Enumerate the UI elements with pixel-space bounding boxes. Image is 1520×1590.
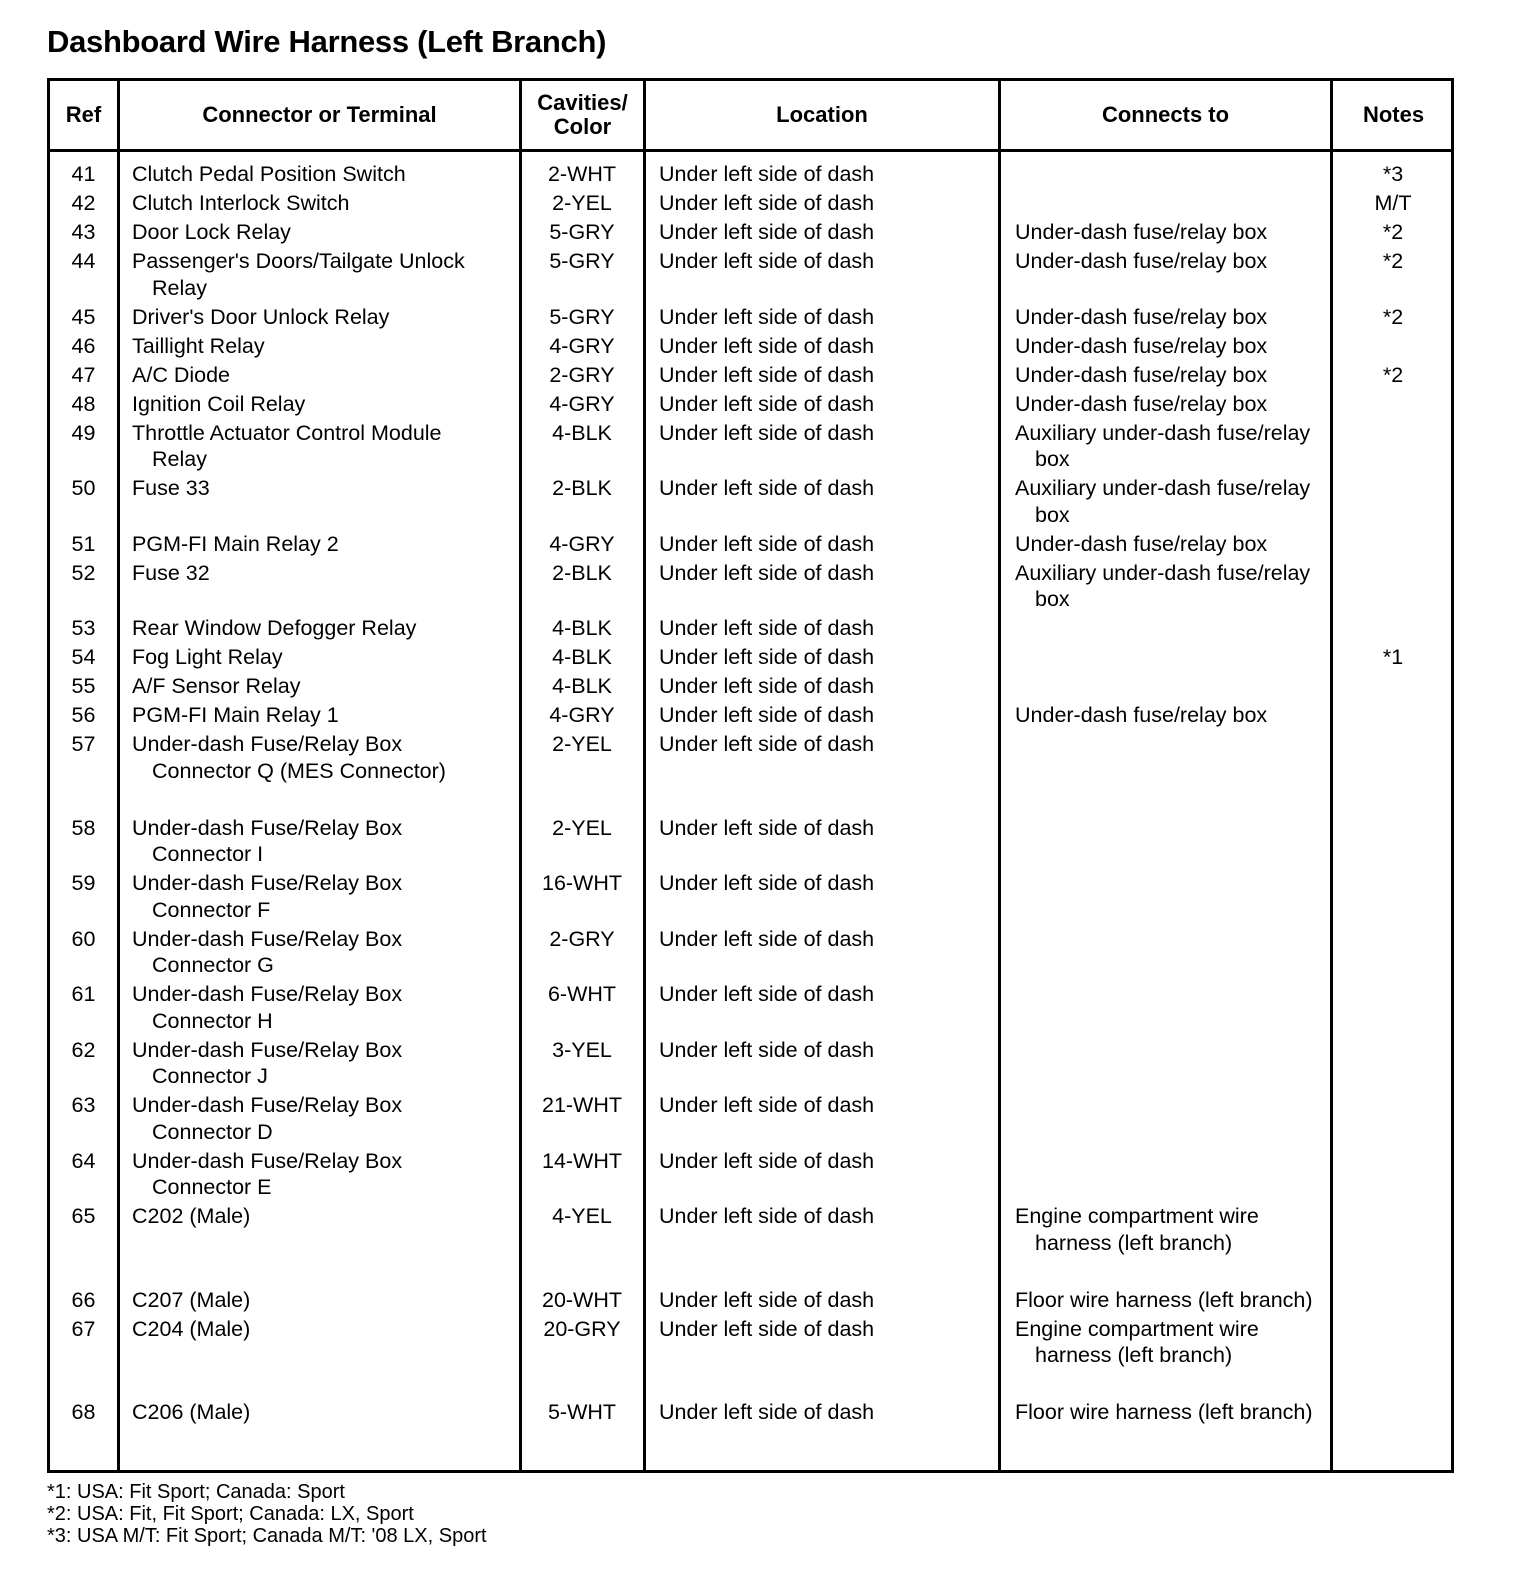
connector-cell-line: Door Lock Relay	[132, 220, 291, 244]
connector-cell	[132, 615, 517, 642]
connector-cell	[132, 702, 517, 729]
cavities-cell: 2-WHT	[547, 162, 617, 186]
connector-cell-line: Taillight Relay	[132, 333, 265, 358]
connector-cell-line: C202 (Male)	[132, 1204, 251, 1228]
connects-to-cell-line: Under-dash fuse/relay box	[1015, 391, 1268, 416]
table-row	[50, 475, 1451, 531]
location-cell: Under left side of dash	[659, 1204, 875, 1228]
connector-cell	[132, 190, 517, 217]
connects-to-cell-line: Auxiliary under-dash fuse/relay	[1015, 420, 1311, 445]
connector-cell-line: Relay	[152, 275, 207, 300]
ref-cell: 42	[71, 191, 96, 215]
ref-cell: 41	[71, 162, 96, 186]
table-row	[50, 815, 1451, 871]
connector-cell	[132, 1203, 517, 1230]
connects-to-cell-line: Engine compartment wire	[1015, 1204, 1259, 1228]
cavities-cell: 2-GRY	[549, 362, 615, 387]
ref-cell: 51	[71, 531, 96, 556]
cavities-cell: 5-GRY	[549, 220, 615, 244]
footnote-1: *1: USA: Fit Sport; Canada: Sport	[47, 1481, 345, 1503]
footnote-2: *2: USA: Fit, Fit Sport; Canada: LX, Sport	[47, 1503, 414, 1525]
connector-cell-line: Passenger's Doors/Tailgate Unlock	[132, 249, 465, 273]
location-cell: Under left side of dash	[659, 926, 875, 951]
connects-to-cell	[1015, 475, 1335, 528]
connector-cell-line: Connector D	[152, 1119, 273, 1144]
location-cell: Under left side of dash	[659, 476, 875, 500]
ref-cell: 68	[71, 1400, 96, 1424]
cavities-cell: 4-BLK	[552, 420, 612, 445]
connector-cell-line: Rear Window Defogger Relay	[132, 616, 417, 640]
table-body	[50, 161, 1451, 1428]
table-row	[50, 870, 1451, 926]
notes-cell: M/T	[1374, 191, 1412, 215]
connects-to-cell-line: box	[1035, 502, 1070, 527]
connector-cell	[132, 731, 517, 784]
location-cell: Under left side of dash	[659, 616, 875, 640]
cavities-cell: 4-GRY	[549, 703, 615, 727]
connector-cell-line: Connector F	[152, 897, 271, 922]
table-row	[50, 362, 1451, 391]
connects-to-cell-line: Under-dash fuse/relay box	[1015, 220, 1268, 244]
notes-cell: *2	[1382, 362, 1404, 387]
connector-cell	[132, 161, 517, 188]
location-cell: Under left side of dash	[659, 362, 875, 387]
connects-to-cell-line: Engine compartment wire	[1015, 1316, 1259, 1341]
connector-cell-line: PGM-FI Main Relay 1	[132, 703, 339, 727]
table-row	[50, 644, 1451, 673]
connects-to-cell	[1015, 420, 1335, 473]
table-row	[50, 248, 1451, 304]
ref-cell: 63	[71, 1093, 96, 1117]
cavities-cell: 4-GRY	[549, 333, 615, 358]
location-cell: Under left side of dash	[659, 1287, 875, 1312]
connector-cell	[132, 981, 517, 1034]
location-cell: Under left side of dash	[659, 249, 875, 273]
ref-cell: 58	[71, 815, 96, 840]
connector-cell-line: C204 (Male)	[132, 1316, 251, 1341]
cavities-cell: 4-BLK	[552, 616, 612, 640]
connector-cell	[132, 644, 517, 671]
footnotes	[47, 1481, 487, 1547]
notes-cell: *2	[1382, 249, 1404, 273]
connector-cell	[132, 219, 517, 246]
connects-to-cell-line: Under-dash fuse/relay box	[1015, 531, 1268, 556]
connector-cell-line: Fuse 32	[132, 560, 210, 585]
connector-cell-line: Ignition Coil Relay	[132, 391, 306, 416]
location-cell: Under left side of dash	[659, 982, 875, 1006]
connector-cell-line: Connector E	[152, 1175, 272, 1199]
connector-cell	[132, 673, 517, 700]
table-row	[50, 1092, 1451, 1148]
location-cell: Under left side of dash	[659, 674, 875, 698]
connects-to-cell	[1015, 248, 1335, 275]
table-row	[50, 560, 1451, 616]
cavities-cell: 4-BLK	[552, 645, 612, 669]
location-cell: Under left side of dash	[659, 304, 875, 329]
table-row	[50, 333, 1451, 362]
connector-cell	[132, 333, 517, 360]
connector-cell	[132, 926, 517, 979]
connector-cell	[132, 362, 517, 389]
connector-cell	[132, 1148, 517, 1201]
ref-cell: 53	[71, 616, 96, 640]
ref-cell: 48	[71, 391, 96, 416]
connects-to-cell	[1015, 702, 1335, 729]
connector-cell-line: Under-dash Fuse/Relay Box	[132, 1093, 403, 1117]
connector-cell-line: Clutch Pedal Position Switch	[132, 162, 406, 186]
connects-to-cell-line: harness (left branch)	[1035, 1230, 1233, 1255]
connector-cell	[132, 1316, 517, 1343]
connector-cell-line: C207 (Male)	[132, 1287, 251, 1312]
cavities-cell: 14-WHT	[541, 1148, 623, 1173]
connector-cell-line: Under-dash Fuse/Relay Box	[132, 1148, 403, 1173]
connector-cell	[132, 1399, 517, 1426]
ref-cell: 57	[71, 732, 96, 756]
connects-to-cell-line: box	[1035, 587, 1070, 611]
connects-to-cell	[1015, 1203, 1335, 1256]
cavities-cell: 16-WHT	[541, 871, 623, 895]
connects-to-cell	[1015, 531, 1335, 558]
ref-cell: 64	[71, 1148, 96, 1173]
connector-cell-line: Connector G	[152, 953, 274, 977]
location-cell: Under left side of dash	[659, 391, 875, 416]
connector-cell-line: Connector H	[152, 1008, 273, 1033]
connector-cell	[132, 870, 517, 923]
connects-to-cell	[1015, 304, 1335, 331]
connector-cell	[132, 815, 517, 868]
header-cavities-line2: Color	[553, 114, 612, 139]
connector-cell-line: Connector J	[152, 1064, 268, 1088]
connects-to-cell	[1015, 391, 1335, 418]
connects-to-cell-line: Floor wire harness (left branch)	[1015, 1287, 1313, 1312]
connector-cell	[132, 1037, 517, 1090]
footnote-3: *3: USA M/T: Fit Sport; Canada M/T: '08 LX, Sport	[47, 1525, 487, 1547]
table-row	[50, 1316, 1451, 1400]
connector-cell-line: Fuse 33	[132, 476, 210, 500]
connects-to-cell	[1015, 1287, 1335, 1314]
ref-cell: 60	[71, 926, 96, 951]
connector-cell-line: A/F Sensor Relay	[132, 674, 301, 698]
ref-cell: 62	[71, 1037, 96, 1062]
connector-cell-line: Under-dash Fuse/Relay Box	[132, 926, 403, 951]
header-notes: Notes	[1362, 102, 1425, 127]
connector-cell-line: PGM-FI Main Relay 2	[132, 531, 339, 556]
table-row	[50, 1287, 1451, 1316]
connects-to-cell-line: Floor wire harness (left branch)	[1015, 1400, 1313, 1424]
table-row	[50, 531, 1451, 560]
ref-cell: 49	[71, 420, 96, 445]
connects-to-cell-line: Auxiliary under-dash fuse/relay	[1015, 476, 1311, 500]
connector-cell	[132, 531, 517, 558]
cavities-cell: 2-YEL	[552, 815, 612, 840]
cavities-cell: 2-BLK	[552, 560, 612, 585]
table-row	[50, 615, 1451, 644]
table-row	[50, 304, 1451, 333]
table-row	[50, 702, 1451, 731]
cavities-cell: 2-YEL	[552, 732, 612, 756]
connector-cell	[132, 1092, 517, 1145]
ref-cell: 47	[71, 362, 96, 387]
notes-cell: *2	[1382, 220, 1404, 244]
connector-cell-line: A/C Diode	[132, 362, 230, 387]
location-cell: Under left side of dash	[659, 1400, 875, 1424]
cavities-cell: 5-GRY	[549, 304, 615, 329]
location-cell: Under left side of dash	[659, 871, 875, 895]
connector-cell	[132, 420, 517, 473]
connects-to-cell-line: Under-dash fuse/relay box	[1015, 249, 1268, 273]
connector-cell-line: Clutch Interlock Switch	[132, 191, 350, 215]
cavities-cell: 4-BLK	[552, 674, 612, 698]
notes-cell: *2	[1382, 304, 1404, 329]
cavities-cell: 2-YEL	[552, 191, 612, 215]
location-cell: Under left side of dash	[659, 1148, 875, 1173]
location-cell: Under left side of dash	[659, 1037, 875, 1062]
cavities-cell: 5-WHT	[547, 1400, 617, 1424]
connector-cell-line: Under-dash Fuse/Relay Box	[132, 815, 403, 840]
table-row	[50, 926, 1451, 982]
ref-cell: 65	[71, 1204, 96, 1228]
notes-cell: *1	[1382, 645, 1404, 669]
connector-cell	[132, 475, 517, 502]
header-cavities	[522, 81, 643, 149]
ref-cell: 59	[71, 871, 96, 895]
notes-cell: *3	[1382, 162, 1404, 186]
table-row	[50, 391, 1451, 420]
header-cavities-line1: Cavities/	[537, 90, 628, 115]
harness-table	[47, 78, 1454, 1473]
cavities-cell: 5-GRY	[549, 249, 615, 273]
location-cell: Under left side of dash	[659, 703, 875, 727]
page-title: Dashboard Wire Harness (Left Branch)	[47, 24, 607, 59]
table-row	[50, 673, 1451, 702]
connector-cell	[132, 560, 517, 587]
connects-to-cell-line: box	[1035, 447, 1070, 471]
header-divider	[50, 149, 1451, 152]
connector-cell	[132, 391, 517, 418]
cavities-cell: 2-GRY	[549, 926, 615, 951]
connector-cell-line: Relay	[152, 447, 207, 471]
connects-to-cell-line: Under-dash fuse/relay box	[1015, 333, 1268, 358]
table-row	[50, 731, 1451, 815]
header-connector: Connector or Terminal	[202, 102, 437, 127]
location-cell: Under left side of dash	[659, 420, 875, 445]
table-row	[50, 1203, 1451, 1287]
location-cell: Under left side of dash	[659, 732, 875, 756]
location-cell: Under left side of dash	[659, 531, 875, 556]
connector-cell-line: Under-dash Fuse/Relay Box	[132, 982, 403, 1006]
connects-to-cell	[1015, 1316, 1335, 1369]
location-cell: Under left side of dash	[659, 1316, 875, 1341]
ref-cell: 67	[71, 1316, 96, 1341]
connector-cell-line: C206 (Male)	[132, 1400, 251, 1424]
table-row	[50, 420, 1451, 476]
connector-cell-line: Connector Q (MES Connector)	[152, 758, 446, 783]
ref-cell: 46	[71, 333, 96, 358]
ref-cell: 55	[71, 674, 96, 698]
table-row	[50, 1148, 1451, 1204]
connector-cell	[132, 1287, 517, 1314]
connector-cell	[132, 304, 517, 331]
connector-cell-line: Throttle Actuator Control Module	[132, 420, 442, 445]
header-connects-to: Connects to	[1101, 102, 1230, 127]
location-cell: Under left side of dash	[659, 220, 875, 244]
cavities-cell: 6-WHT	[547, 982, 617, 1006]
table-row	[50, 190, 1451, 219]
cavities-cell: 4-GRY	[549, 531, 615, 556]
location-cell: Under left side of dash	[659, 333, 875, 358]
connector-cell-line: Under-dash Fuse/Relay Box	[132, 1037, 403, 1062]
ref-cell: 66	[71, 1287, 96, 1312]
cavities-cell: 20-GRY	[543, 1316, 621, 1341]
location-cell: Under left side of dash	[659, 560, 875, 585]
ref-cell: 50	[71, 476, 96, 500]
cavities-cell: 3-YEL	[552, 1037, 612, 1062]
cavities-cell: 2-BLK	[552, 476, 612, 500]
connector-cell	[132, 248, 517, 301]
location-cell: Under left side of dash	[659, 645, 875, 669]
ref-cell: 54	[71, 645, 96, 669]
connector-cell-line: Driver's Door Unlock Relay	[132, 304, 390, 329]
ref-cell: 61	[71, 982, 96, 1006]
cavities-cell: 21-WHT	[541, 1093, 623, 1117]
location-cell: Under left side of dash	[659, 191, 875, 215]
location-cell: Under left side of dash	[659, 815, 875, 840]
connects-to-cell	[1015, 560, 1335, 613]
ref-cell: 43	[71, 220, 96, 244]
table-row	[50, 981, 1451, 1037]
table-row	[50, 1037, 1451, 1093]
connects-to-cell-line: Auxiliary under-dash fuse/relay	[1015, 560, 1311, 585]
connector-cell-line: Under-dash Fuse/Relay Box	[132, 732, 403, 756]
connects-to-cell	[1015, 219, 1335, 246]
cavities-cell: 4-YEL	[552, 1204, 612, 1228]
table-row	[50, 161, 1451, 190]
ref-cell: 45	[71, 304, 96, 329]
cavities-cell: 4-GRY	[549, 391, 615, 416]
cavities-cell: 20-WHT	[541, 1287, 623, 1312]
ref-cell: 56	[71, 703, 96, 727]
connects-to-cell-line: Under-dash fuse/relay box	[1015, 304, 1268, 329]
ref-cell: 52	[71, 560, 96, 585]
location-cell: Under left side of dash	[659, 1093, 875, 1117]
ref-cell: 44	[71, 249, 96, 273]
connects-to-cell-line: Under-dash fuse/relay box	[1015, 703, 1268, 727]
connects-to-cell	[1015, 362, 1335, 389]
header-ref: Ref	[65, 102, 102, 127]
connects-to-cell-line: Under-dash fuse/relay box	[1015, 362, 1268, 387]
connects-to-cell	[1015, 1399, 1335, 1426]
table-row	[50, 1399, 1451, 1428]
header-location: Location	[776, 102, 868, 127]
connector-cell-line: Connector I	[152, 842, 264, 866]
location-cell: Under left side of dash	[659, 162, 875, 186]
connector-cell-line: Fog Light Relay	[132, 645, 283, 669]
connects-to-cell	[1015, 333, 1335, 360]
table-row	[50, 219, 1451, 248]
connector-cell-line: Under-dash Fuse/Relay Box	[132, 871, 403, 895]
connects-to-cell-line: harness (left branch)	[1035, 1343, 1233, 1367]
